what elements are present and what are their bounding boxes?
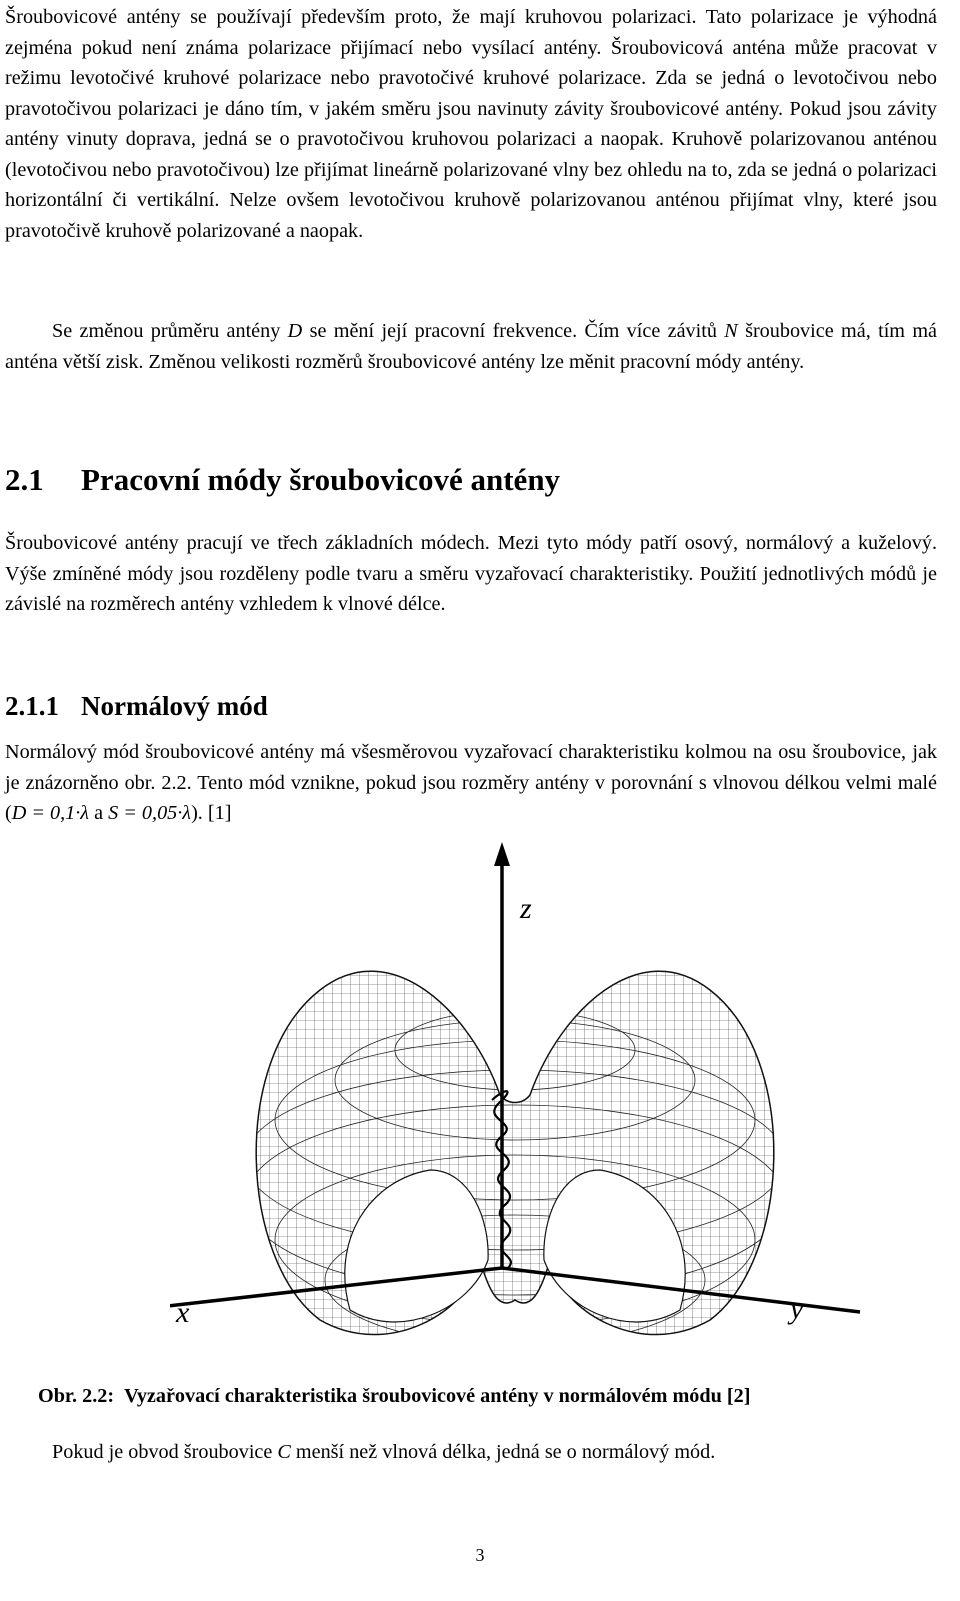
subsection-paragraph	[5, 737, 937, 829]
axis-z-label: z	[520, 892, 532, 925]
equation-diameter: D = 0,1·λ	[11, 802, 90, 824]
caption-text: Vyzařovací charakteristika šroubovicové antény v normálovém módu [2]	[124, 1385, 751, 1407]
subsection-number: 2.1.1	[5, 691, 59, 721]
text-run: a	[89, 802, 109, 824]
section-number: 2.1	[5, 462, 44, 497]
axis-x-label: x	[176, 1296, 190, 1329]
text-run: Normálový mód šroubovicové antény má všesměrovou vyzařovací charakteristiku kolmou na osu šroubovice, jak je znázorněno obr. 2.2. Tento mód vznikne, pokud jsou rozměry antény v porovnání s vlnovou délkou velmi malé (	[5, 741, 937, 824]
subsection-heading	[5, 690, 268, 722]
symbol-N: N	[724, 320, 738, 342]
intro-paragraph-1: Šroubovicové antény se používají především proto, že mají kruhovou polarizaci. Tato polarizace je výhodná zejména pokud není známa polarizace přijímací nebo vysílací antény. Šroubovicová anténa může pracovat v režimu levotočivé kruhové polarizace nebo pravotočivé kruhové polarizace. Zda se jedná o levotočivou nebo pravotočivou polarizaci je dáno tím, v jakém směru jsou navinuty závity šroubovicové antény. Pokud jsou závity antény vinuty doprava, jedná se o pravotočivou kruhovou polarizaci a naopak. Kruhově polarizovanou anténou (levotočivou nebo pravotočivou) lze přijímat lineárně polarizované vlny bez ohledu na to, zda se jedná o polarizaci horizontální či vertikální. Nelze ovšem levotočivou kruhově polarizovanou anténou přijímat vlny, které jsou pravotočivě kruhově polarizované a naopak.	[5, 6, 937, 242]
section-title: Pracovní módy šroubovicové antény	[81, 462, 561, 497]
text-run: Se změnou průměru antény	[52, 320, 288, 342]
text-run: šroubovice má, tím má anténa větší zisk. Změnou velikosti rozměrů šroubovicové antény lze měnit pracovní módy antény.	[5, 320, 938, 373]
subsection-title: Normálový mód	[81, 691, 268, 721]
closing-paragraph	[52, 1437, 715, 1467]
section-heading	[5, 462, 560, 498]
symbol-D: D	[287, 320, 303, 342]
intro-paragraph-2	[5, 316, 937, 377]
caption-label: Obr. 2.2:	[38, 1385, 115, 1407]
page-number: 3	[475, 1545, 485, 1565]
axis-y-label: y	[790, 1292, 804, 1325]
section-paragraph: Šroubovicové antény pracují ve třech základních módech. Mezi tyto módy patří osový, normálový a kuželový. Výše zmíněné módy jsou rozděleny podle tvaru a směru vyzařovací charakteristiky. Použití jednotlivých módů je závislé na rozměrech antény vzhledem k vlnové délce.	[5, 532, 937, 615]
equation-spacing: S = 0,05·λ	[108, 802, 192, 824]
text-run: menší než vlnová délka, jedná se o normálový mód.	[290, 1441, 716, 1463]
figure-caption	[38, 1383, 750, 1409]
text-run: ). [1]	[191, 802, 232, 824]
text-run: Pokud je obvod šroubovice	[52, 1441, 278, 1463]
radiation-pattern-figure	[170, 840, 940, 1360]
symbol-C: C	[277, 1441, 291, 1463]
text-run: se mění její pracovní frekvence. Čím více závitů	[302, 320, 725, 342]
